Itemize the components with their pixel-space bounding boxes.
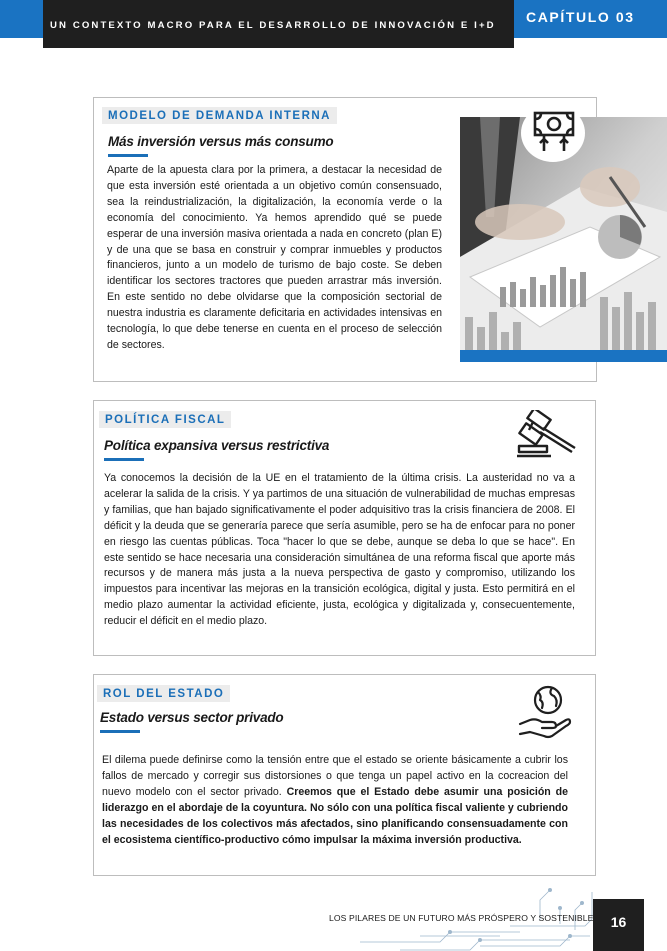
section-body-text: Aparte de la apuesta clara por la primera, a destacar la necesidad de que esta inversión esté orientada a un objetivo común consensuado, sea la reindustrialización, la digitalización, la economía verde o la economía del conocimiento. Ya hemos aprendido qué se puede esperar de una inversión masiva orientada a nada en concreto (plan E) y de una que se basa en construir y comprar inmuebles y productos financieros, junto a un modelo de turismo de bajo coste. Se deben identificar los sectores tractores que pueden arrastrar más inversión. En este sentido no debe olvidarse que la composición sectorial de nuestra industria es claramente deficitaria en actividades intensivas en tecnología, lo que debe tenerse en cuenta en el proceso de selección de sectores.	[107, 164, 442, 351]
globe-hand-icon	[518, 684, 572, 740]
section-tag: MODELO DE DEMANDA INTERNA	[102, 107, 337, 124]
section-body	[102, 753, 568, 848]
photo-accent-strip	[460, 350, 667, 362]
money-bill-icon	[532, 110, 576, 154]
section-body-bold: Creemos que el Estado debe asumir una posición de liderazgo en el abordaje de la coyuntura. No sólo con una política fiscal valiente y cubriendo las necesidades de los colectivos más afectados, sino planificando consensuadamente con el ecosistema científico-productivo cómo impulsar la máxima inversión productiva.	[102, 785, 568, 846]
footer-title: LOS PILARES DE UN FUTURO MÁS PRÓSPERO Y SOSTENIBLE	[329, 913, 594, 923]
gavel-icon	[515, 410, 581, 458]
section-subtitle: Más inversión versus más consumo	[108, 134, 334, 149]
section-body	[104, 471, 575, 630]
section-tag: POLÍTICA FISCAL	[99, 411, 231, 428]
chapter-label: CAPÍTULO 03	[526, 9, 635, 25]
section-body	[107, 163, 442, 354]
subtitle-accent-line	[104, 458, 144, 461]
page-number: 16	[593, 899, 644, 951]
section-body-text: El dilema puede definirse como la tensión entre que el estado se oriente básicamente a cubrir los fallos de mercado y corregir sus distorsiones o que tenga un papel activo en la cocreacion del nuevo modelo con el sector privado.	[102, 754, 568, 798]
subtitle-accent-line	[100, 730, 140, 733]
header-title: UN CONTEXTO MACRO PARA EL DESARROLLO DE INNOVACIÓN E I+D	[43, 0, 514, 48]
section-subtitle: Política expansiva versus restrictiva	[104, 438, 330, 453]
section-subtitle: Estado versus sector privado	[100, 710, 284, 725]
section-body-text: Ya conocemos la decisión de la UE en el tratamiento de la última crisis. La austeridad no va a acelerar la salida de la crisis. Y ya partimos de una situación de vulnerabilidad de muchas empresas y familias, que han bajado significativamente el poder adquisitivo tras la crisis financiera de 2008. El déficit y la deuda que se generaría parece que sería asumible, pero se ha de enfocar para no poner en riesgo las cuentas públicas. Toca "hacer lo que se debe, aunque se deba lo que se hace". En este sentido se hace necesaria una consideración simultánea de una reforma fiscal que aporte más recursos y de manera más justa a la nueva perspectiva de gasto y compromiso, utilizando los impuestos para incentivar las mejoras en la transición ecológica, digital y justa. Esto permitirá en el medio plazo aumentar la actividad eficiente, justa, ecológica y digitalizada y, consecuentemente, reducir el déficit en el medio plazo.	[104, 472, 575, 628]
section-tag: ROL DEL ESTADO	[97, 685, 230, 702]
subtitle-accent-line	[108, 154, 148, 157]
